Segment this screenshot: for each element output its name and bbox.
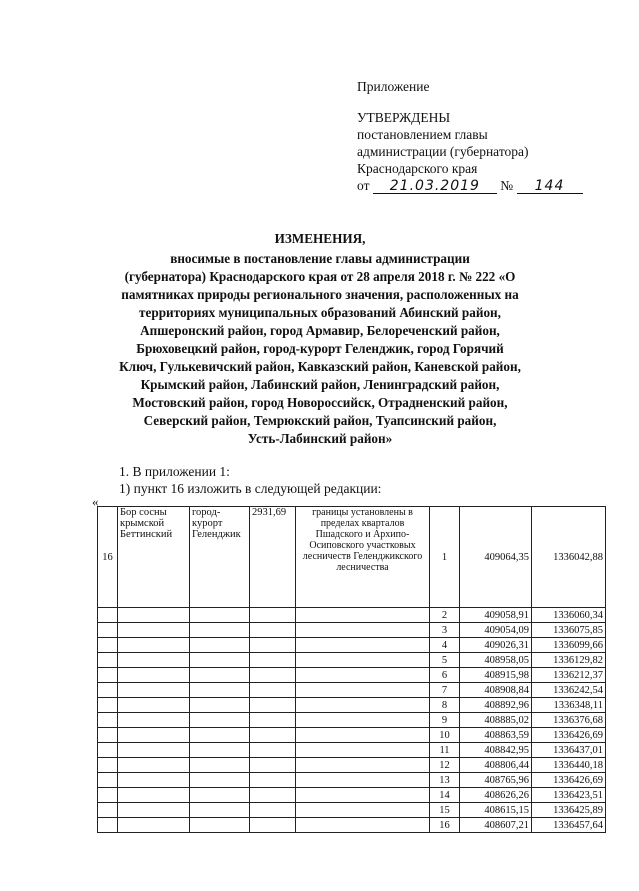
cell-description: границы установлены в пределах кварталов Пшадского и Архипо-Осиповского участковых лесничеств Геленджикского лесничества [296,507,430,608]
cell-empty [296,653,430,668]
cell-empty [118,638,190,653]
cell-empty [190,758,250,773]
cell-y: 1336457,64 [532,818,606,833]
cell-empty [250,773,296,788]
cell-x: 408892,96 [460,698,532,713]
cell-empty [190,818,250,833]
cell-empty [98,758,118,773]
table-row [98,758,606,773]
cell-y: 1336376,68 [532,713,606,728]
cell-x: 409054,09 [460,623,532,638]
cell-empty [296,623,430,638]
from-label: от [357,178,370,193]
approval-block [357,78,583,194]
cell-empty [296,638,430,653]
table-row [98,773,606,788]
cell-empty [296,743,430,758]
title-line-11: Усть-Лабинский район» [247,431,393,446]
cell-empty [98,728,118,743]
cell-empty [296,788,430,803]
cell-y: 1336425,89 [532,803,606,818]
cell-empty [98,803,118,818]
cell-x: 409026,31 [460,638,532,653]
table-row [98,788,606,803]
title-line-2: (губернатора) Краснодарского края от 28 апреля 2018 г. № 222 «О [124,269,516,284]
cell-empty [296,608,430,623]
cell-x: 408863,59 [460,728,532,743]
cell-empty [118,608,190,623]
cell-point: 4 [430,638,460,653]
cell-empty [118,623,190,638]
cell-point: 6 [430,668,460,683]
title-line-6: Брюховецкий район, город-курорт Геленджик, город Горячий [136,341,504,356]
cell-point: 2 [430,608,460,623]
cell-location: город-курорт Геленджик [190,507,250,608]
cell-empty [250,653,296,668]
cell-y: 1336426,69 [532,728,606,743]
changes-title [40,230,600,448]
cell-x: 408806,44 [460,758,532,773]
cell-empty [118,788,190,803]
cell-empty [250,818,296,833]
cell-y: 1336099,66 [532,638,606,653]
cell-empty [190,698,250,713]
cell-empty [98,698,118,713]
paragraph-1: 1. В приложении 1: [119,464,230,479]
cell-name: Бор сосны крымской Беттинский [118,507,190,608]
cell-y: 1336129,82 [532,653,606,668]
approval-line-1: постановлением главы [357,127,488,142]
cell-empty [98,713,118,728]
cell-point: 11 [430,743,460,758]
cell-point: 3 [430,623,460,638]
cell-empty [250,638,296,653]
cell-y: 1336426,69 [532,773,606,788]
opening-quote: « [92,494,99,509]
number-label: № [500,178,514,193]
table-row [98,728,606,743]
title-line-3: памятниках природы регионального значения, расположенных на [121,287,519,302]
cell-x: 408615,15 [460,803,532,818]
cell-empty [118,803,190,818]
cell-empty [250,713,296,728]
cell-empty [118,773,190,788]
cell-point: 16 [430,818,460,833]
date-number-line [357,177,583,194]
cell-empty [250,668,296,683]
cell-y: 1336075,85 [532,623,606,638]
title-line-4: территориях муниципальных образований Абинский район, [139,305,501,320]
cell-empty [190,803,250,818]
cell-x: 409064,35 [460,507,532,608]
cell-empty [250,743,296,758]
cell-empty [190,743,250,758]
approved-label: УТВЕРЖДЕНЫ [357,110,451,125]
cell-empty [296,668,430,683]
cell-empty [190,773,250,788]
cell-empty [118,668,190,683]
cell-point: 14 [430,788,460,803]
cell-point: 9 [430,713,460,728]
handwritten-date: 21.03.2019 [373,180,497,194]
cell-empty [296,713,430,728]
title-line-7: Ключ, Гулькевичский район, Кавказский район, Каневской район, [119,359,521,374]
cell-x: 408607,21 [460,818,532,833]
title-line-9: Мостовский район, город Новороссийск, Отрадненский район, [132,395,508,410]
table-row [98,743,606,758]
cell-empty [190,728,250,743]
table-row [98,608,606,623]
cell-empty [190,668,250,683]
table-row [98,507,606,608]
table-row [98,698,606,713]
cell-point: 7 [430,683,460,698]
cell-empty [296,758,430,773]
cell-y: 1336212,37 [532,668,606,683]
cell-empty [296,803,430,818]
cell-empty [296,773,430,788]
cell-empty [190,788,250,803]
cell-point: 5 [430,653,460,668]
cell-x: 408915,98 [460,668,532,683]
cell-empty [118,653,190,668]
cell-point: 8 [430,698,460,713]
cell-empty [98,773,118,788]
cell-empty [118,683,190,698]
cell-empty [296,683,430,698]
cell-empty [98,638,118,653]
cell-y: 1336440,18 [532,758,606,773]
cell-x: 409058,91 [460,608,532,623]
cell-point: 15 [430,803,460,818]
cell-empty [98,608,118,623]
table-row [98,623,606,638]
approval-line-2: администрации (губернатора) [357,144,529,159]
cell-empty [190,653,250,668]
cell-empty [190,638,250,653]
cell-empty [190,683,250,698]
cell-empty [118,743,190,758]
cell-empty [296,728,430,743]
title-line-8: Крымский район, Лабинский район, Ленинградский район, [140,377,500,392]
cell-empty [98,743,118,758]
cell-y: 1336042,88 [532,507,606,608]
cell-x: 408626,26 [460,788,532,803]
title-line-1: вносимые в постановление главы администрации [170,251,470,266]
cell-empty [250,758,296,773]
appendix-label: Приложение [357,79,430,94]
cell-point: 1 [430,507,460,608]
title-line-10: Северский район, Темрюкский район, Туапсинский район, [143,413,497,428]
cell-empty [190,713,250,728]
cell-x: 408842,95 [460,743,532,758]
cell-empty [250,788,296,803]
title-line-5: Апшеронский район, город Армавир, Белореченский район, [140,323,500,338]
table-row [98,683,606,698]
cell-empty [98,788,118,803]
cell-empty [98,653,118,668]
cell-x: 408908,84 [460,683,532,698]
table-row [98,653,606,668]
cell-y: 1336060,34 [532,608,606,623]
approval-line-3: Краснодарского края [357,161,478,176]
cell-empty [250,728,296,743]
cell-y: 1336348,11 [532,698,606,713]
title-heading: ИЗМЕНЕНИЯ, [274,231,366,246]
cell-y: 1336423,51 [532,788,606,803]
cell-empty [118,818,190,833]
cell-empty [250,623,296,638]
table-row [98,668,606,683]
cell-empty [98,683,118,698]
handwritten-number: 144 [517,180,583,194]
cell-x: 408958,05 [460,653,532,668]
paragraph-2: 1) пункт 16 изложить в следующей редакции: [119,481,382,496]
cell-empty [190,623,250,638]
cell-point: 12 [430,758,460,773]
coordinates-table [97,506,606,833]
table-row [98,713,606,728]
cell-empty [250,608,296,623]
cell-empty [118,713,190,728]
cell-empty [118,758,190,773]
cell-y: 1336242,54 [532,683,606,698]
table-row [98,818,606,833]
cell-empty [98,623,118,638]
cell-empty [98,668,118,683]
cell-empty [118,698,190,713]
cell-empty [190,608,250,623]
cell-point: 13 [430,773,460,788]
cell-empty [296,698,430,713]
cell-number: 16 [98,507,118,608]
cell-empty [250,683,296,698]
cell-area: 2931,69 [250,507,296,608]
cell-empty [250,803,296,818]
cell-x: 408765,96 [460,773,532,788]
cell-empty [296,818,430,833]
cell-empty [98,818,118,833]
table-row [98,803,606,818]
cell-point: 10 [430,728,460,743]
cell-empty [118,728,190,743]
cell-x: 408885,02 [460,713,532,728]
cell-empty [250,698,296,713]
cell-y: 1336437,01 [532,743,606,758]
table-row [98,638,606,653]
